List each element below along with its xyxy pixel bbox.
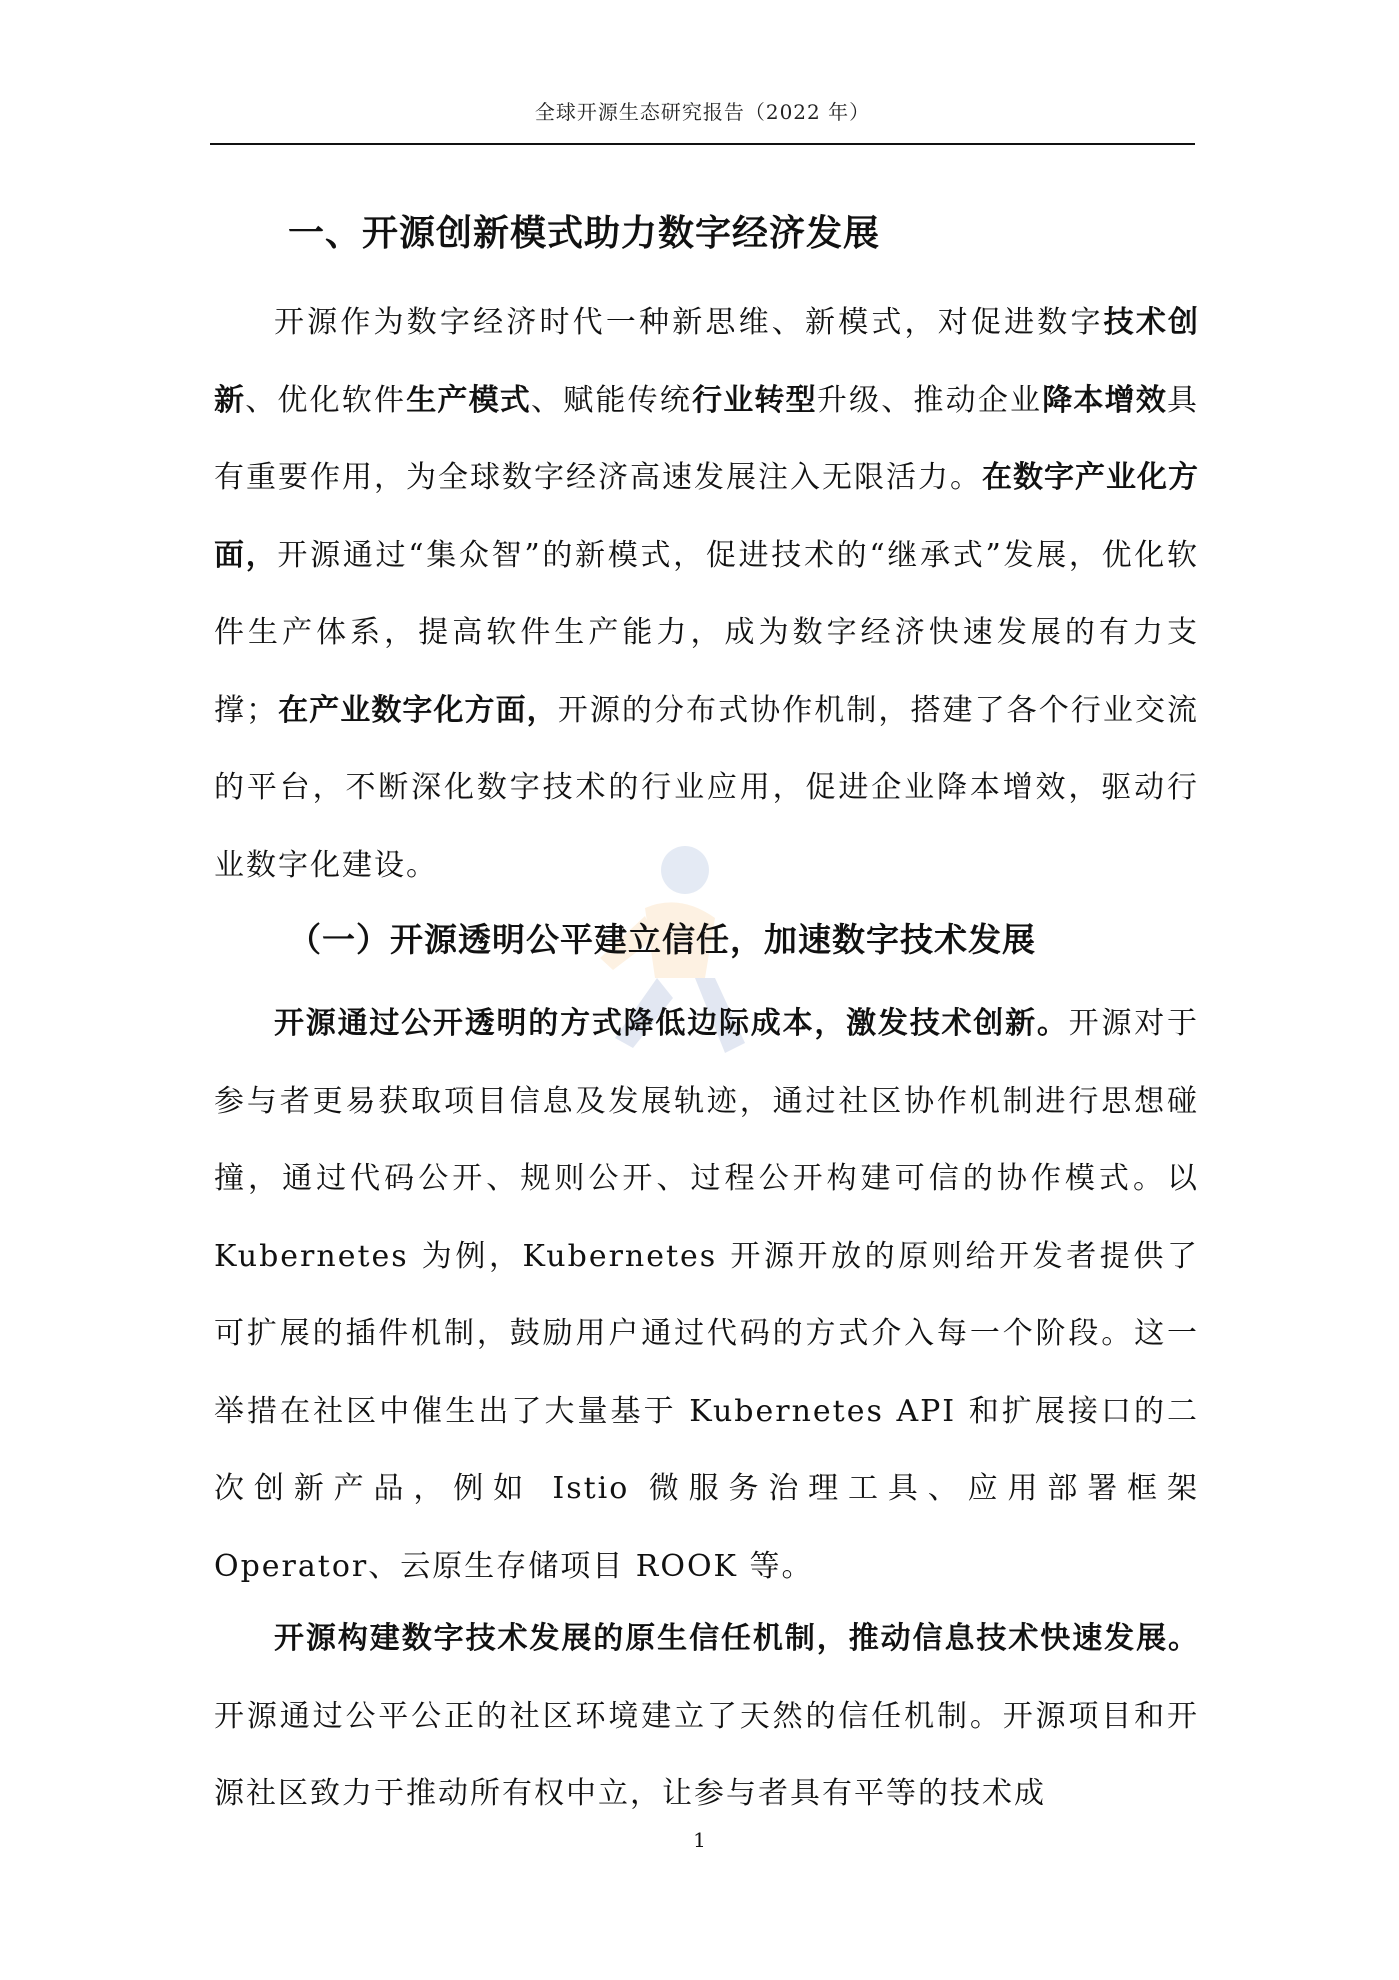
text-segment: 具有重要作用，为全球数字经济高速发展注入无限活力。 [214, 382, 1200, 495]
bold-text-segment: 生产模式 [406, 382, 532, 418]
text-segment: 开源通过公平公正的社区环境建立了天然的信任机制。开源项目和开源社区致力于推动所有权中立，让参与者具有平等的技术成 [214, 1698, 1199, 1811]
text-segment: 升级、推动企业 [816, 382, 1043, 418]
paragraph-2 [214, 985, 1199, 1605]
bold-text-segment: 技术创新 [214, 305, 1200, 418]
header-rule [210, 143, 1195, 145]
section-heading: 一、开源创新模式助力数字经济发展 [288, 213, 881, 254]
bold-text-segment: 行业转型 [692, 382, 817, 418]
text-segment: 、赋能传统 [531, 382, 693, 418]
text-segment: 开源通过“集众智”的新模式，促进技术的“继承式”发展，优化软件生产体系，提高软件生产能力，成为数字经济快速发展的有力支撑； [214, 537, 1199, 728]
bold-text-segment: 开源构建数字技术发展的原生信任机制，推动信息技术快速发展。 [274, 1621, 1199, 1656]
bold-text-segment: 降本增效 [1042, 382, 1168, 418]
paragraph-1 [214, 284, 1199, 904]
bold-text-segment: 在产业数字化方面， [278, 692, 558, 728]
subsection-heading: （一）开源透明公平建立信任，加速数字技术发展 [288, 920, 1036, 959]
text-segment: 开源作为数字经济时代一种新思维、新模式，对促进数字 [274, 305, 1104, 340]
text-segment: 开源对于参与者更易获取项目信息及发展轨迹，通过社区协作机制进行思想碰撞，通过代码公开、规则公开、过程公开构建可信的协作模式。以 Kubernetes 为例，Kubernetes 开源开放的原则给开发者提供了可扩展的插件机制，鼓励用户通过代码的方式介入每一个阶段。这一举措在社区中催生出了大量基于 Kubernetes API 和扩展接口的二次创新产品，例如 Istio 微服务治理工具、应用部署框架 Operator、云原生存储项目 ROOK 等。 [214, 1006, 1200, 1584]
page-number: 1 [693, 1828, 706, 1852]
running-header: 全球开源生态研究报告（2022 年） [534, 100, 871, 124]
paragraph-3 [214, 1600, 1199, 1833]
text-segment: 、优化软件 [245, 382, 407, 418]
bold-text-segment: 开源通过公开透明的方式降低边际成本，激发技术创新。 [274, 1006, 1069, 1041]
text-segment: 开源的分布式协作机制，搭建了各个行业交流的平台，不断深化数字技术的行业应用，促进企业降本增效，驱动行业数字化建设。 [214, 692, 1200, 883]
bold-text-segment: 在数字产业化方面， [214, 460, 1199, 573]
